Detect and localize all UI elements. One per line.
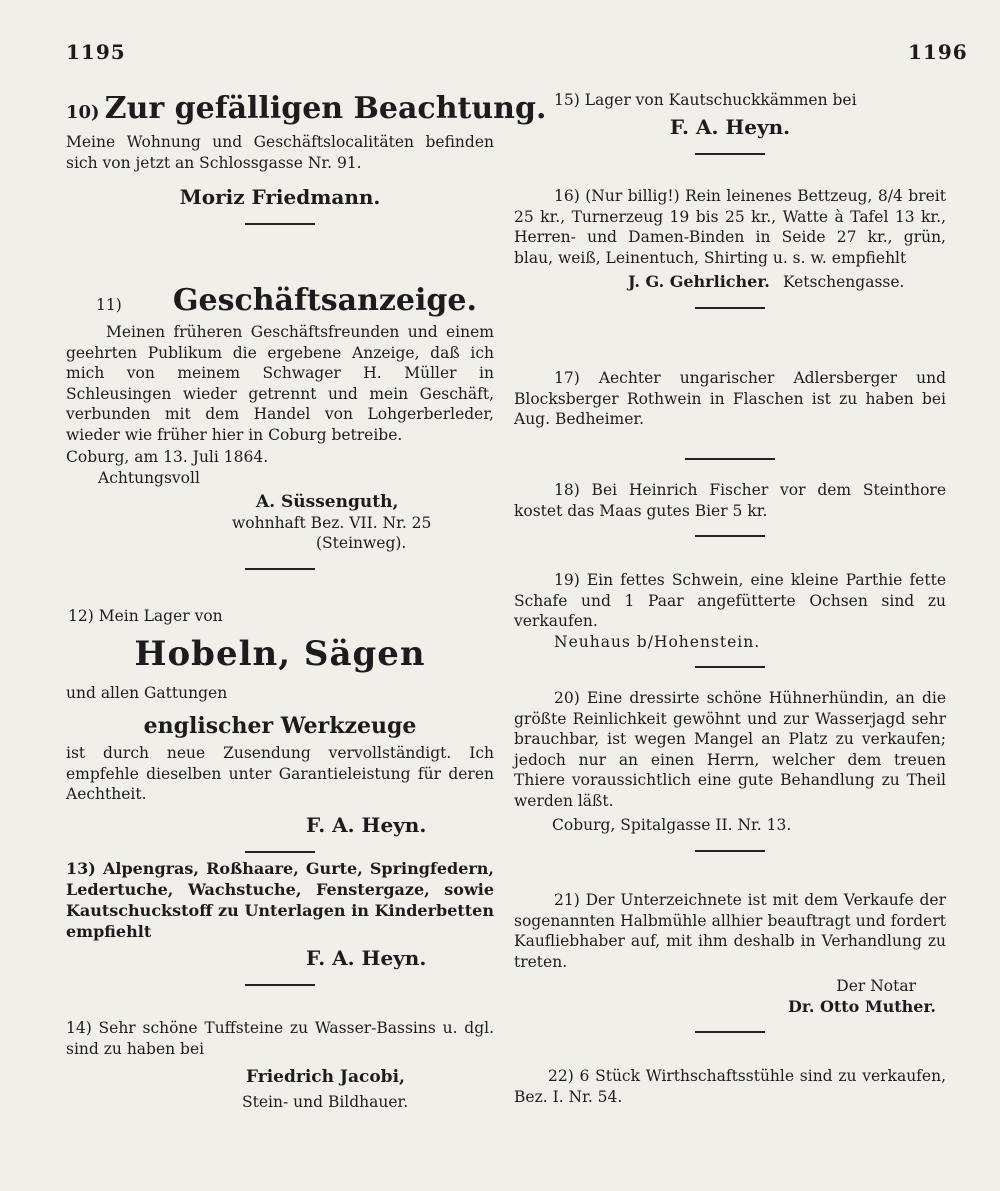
ad-text: 15) Lager von Kautschuckkämmen bei [554, 91, 857, 109]
ad-22 [514, 1066, 946, 1107]
ad-15 [514, 90, 946, 169]
divider [695, 153, 765, 155]
ad-text: 16) (Nur billig!) Rein leinenes Bettzeug, 8/4 breit 25 kr., Turnerzeug 19 bis 25 kr., Watte à Tafel 13 kr., Herren- und Damen-Binden in Seide 27 kr., grün, blau, weiß, Leinentuch, Shirting u. s. w. empfiehlt [514, 187, 946, 267]
ad-headline: englischer Werkzeuge [143, 713, 417, 739]
ad-text: Meinen früheren Geschäftsfreunden und einem geehrten Publikum die ergebene Anzeige, daß ich mich von meinem Schwager H. Müller in Schleusingen wieder getrennt und mein Geschäft, verbunden mit dem Handel von Lohgerberleder, wieder wie früher hier in Coburg betreibe. [66, 323, 494, 444]
ad-number: 11) [96, 296, 122, 314]
ad-signature: Moriz Friedmann. [179, 185, 381, 209]
ad-text: 14) Sehr schöne Tuffsteine zu Wasser-Bassins u. dgl. sind zu haben bei [66, 1019, 494, 1058]
ad-signature: J. G. Gehrlicher. [628, 272, 770, 291]
ad-text: 13) Alpengras, Roßhaare, Gurte, Springfedern, Ledertuche, Wachstuche, Fenstergaze, sowie Kautschuckstoff zu Unterlagen in Kinderbetten empfiehlt [66, 859, 494, 941]
ad-13 [66, 858, 494, 1000]
ad-11 [66, 282, 494, 584]
ad-address: wohnhaft Bez. VII. Nr. 25 [232, 513, 432, 532]
ad-signature: Dr. Otto Muther. [787, 996, 936, 1016]
divider [245, 984, 315, 986]
ad-street: Ketschengasse. [782, 273, 905, 291]
ad-text: 17) Aechter ungarischer Adlersberger und Blocksberger Rothwein in Flaschen ist zu haben bei Aug. Bedheimer. [514, 369, 946, 428]
ad-17 [514, 368, 946, 474]
ad-18 [514, 480, 946, 551]
ad-place: Neuhaus b/Hohenstein. [554, 632, 761, 651]
ad-text: ist durch neue Zusendung vervollständigt. Ich empfehle dieselben unter Garantieleistung für deren Aechtheit. [66, 744, 494, 803]
divider [245, 851, 315, 853]
ad-headline: Geschäftsanzeige. [172, 283, 477, 318]
divider [245, 223, 315, 225]
ad-text: 22) 6 Stück Wirthschaftsstühle sind zu verkaufen, Bez. I. Nr. 54. [514, 1067, 946, 1106]
divider [685, 458, 775, 460]
ad-role: Stein- und Bildhauer. [242, 1092, 409, 1111]
ad-16 [514, 186, 946, 323]
divider [695, 666, 765, 668]
ad-19 [514, 570, 946, 682]
divider [695, 1031, 765, 1033]
ad-text: 19) Ein fettes Schwein, eine kleine Parthie fette Schafe und 1 Paar angefütterte Ochsen sind zu verkaufen. [514, 571, 946, 630]
ad-signature: F. A. Heyn. [669, 114, 791, 139]
ad-number: 10) [66, 102, 100, 123]
ad-signature: A. Süssenguth, [256, 492, 399, 512]
page-number-left: 1195 [66, 40, 126, 64]
ad-21 [514, 890, 946, 1047]
divider [695, 307, 765, 309]
ad-14 [66, 1018, 494, 1112]
ad-text: 12) Mein Lager von [68, 607, 223, 625]
ad-text: 18) Bei Heinrich Fischer vor dem Steinthore kostet das Maas gutes Bier 5 kr. [514, 481, 946, 520]
ad-signature: F. A. Heyn. [306, 946, 427, 970]
ad-text: 21) Der Unterzeichnete ist mit dem Verkaufe der sogenannten Halbmühle allhier beauftragt und fordert Kaufliebhaber auf, mit ihm deshalb in Verhandlung zu treten. [514, 891, 946, 971]
ad-greeting: Achtungsvoll [98, 468, 200, 487]
page-number-right: 1196 [908, 40, 968, 64]
ad-text: 20) Eine dressirte schöne Hühnerhündin, an die größte Reinlichkeit gewöhnt und zur Wasserjagd sehr brauchbar, ist wegen Mangel an Platz zu verkaufen; jedoch nur an einen Herrn, welcher dem treuen Thiere voraussichtlich eine gute Behandlung zu Theil werden läßt. [514, 689, 946, 810]
ad-text: und allen Gattungen [66, 683, 228, 702]
ad-signature: F. A. Heyn. [306, 812, 427, 837]
ad-address: (Steinweg). [316, 534, 407, 552]
ad-place: Coburg, Spitalgasse II. Nr. 13. [552, 816, 792, 834]
ad-headline: Hobeln, Sägen [134, 633, 426, 674]
divider [245, 568, 315, 570]
ad-10 [66, 90, 547, 239]
ad-place-date: Coburg, am 13. Juli 1864. [66, 448, 269, 466]
ad-headline: Zur gefälligen Beachtung. [104, 91, 547, 126]
ad-signature: Friedrich Jacobi, [246, 1067, 405, 1087]
ad-title: Der Notar [836, 977, 916, 995]
ad-20 [514, 688, 946, 866]
ad-text: Meine Wohnung und Geschäftslocalitäten befinden sich von jetzt an Schlossgasse Nr. 91. [66, 133, 494, 172]
divider [695, 850, 765, 852]
ad-12 [66, 606, 494, 867]
divider [695, 535, 765, 537]
